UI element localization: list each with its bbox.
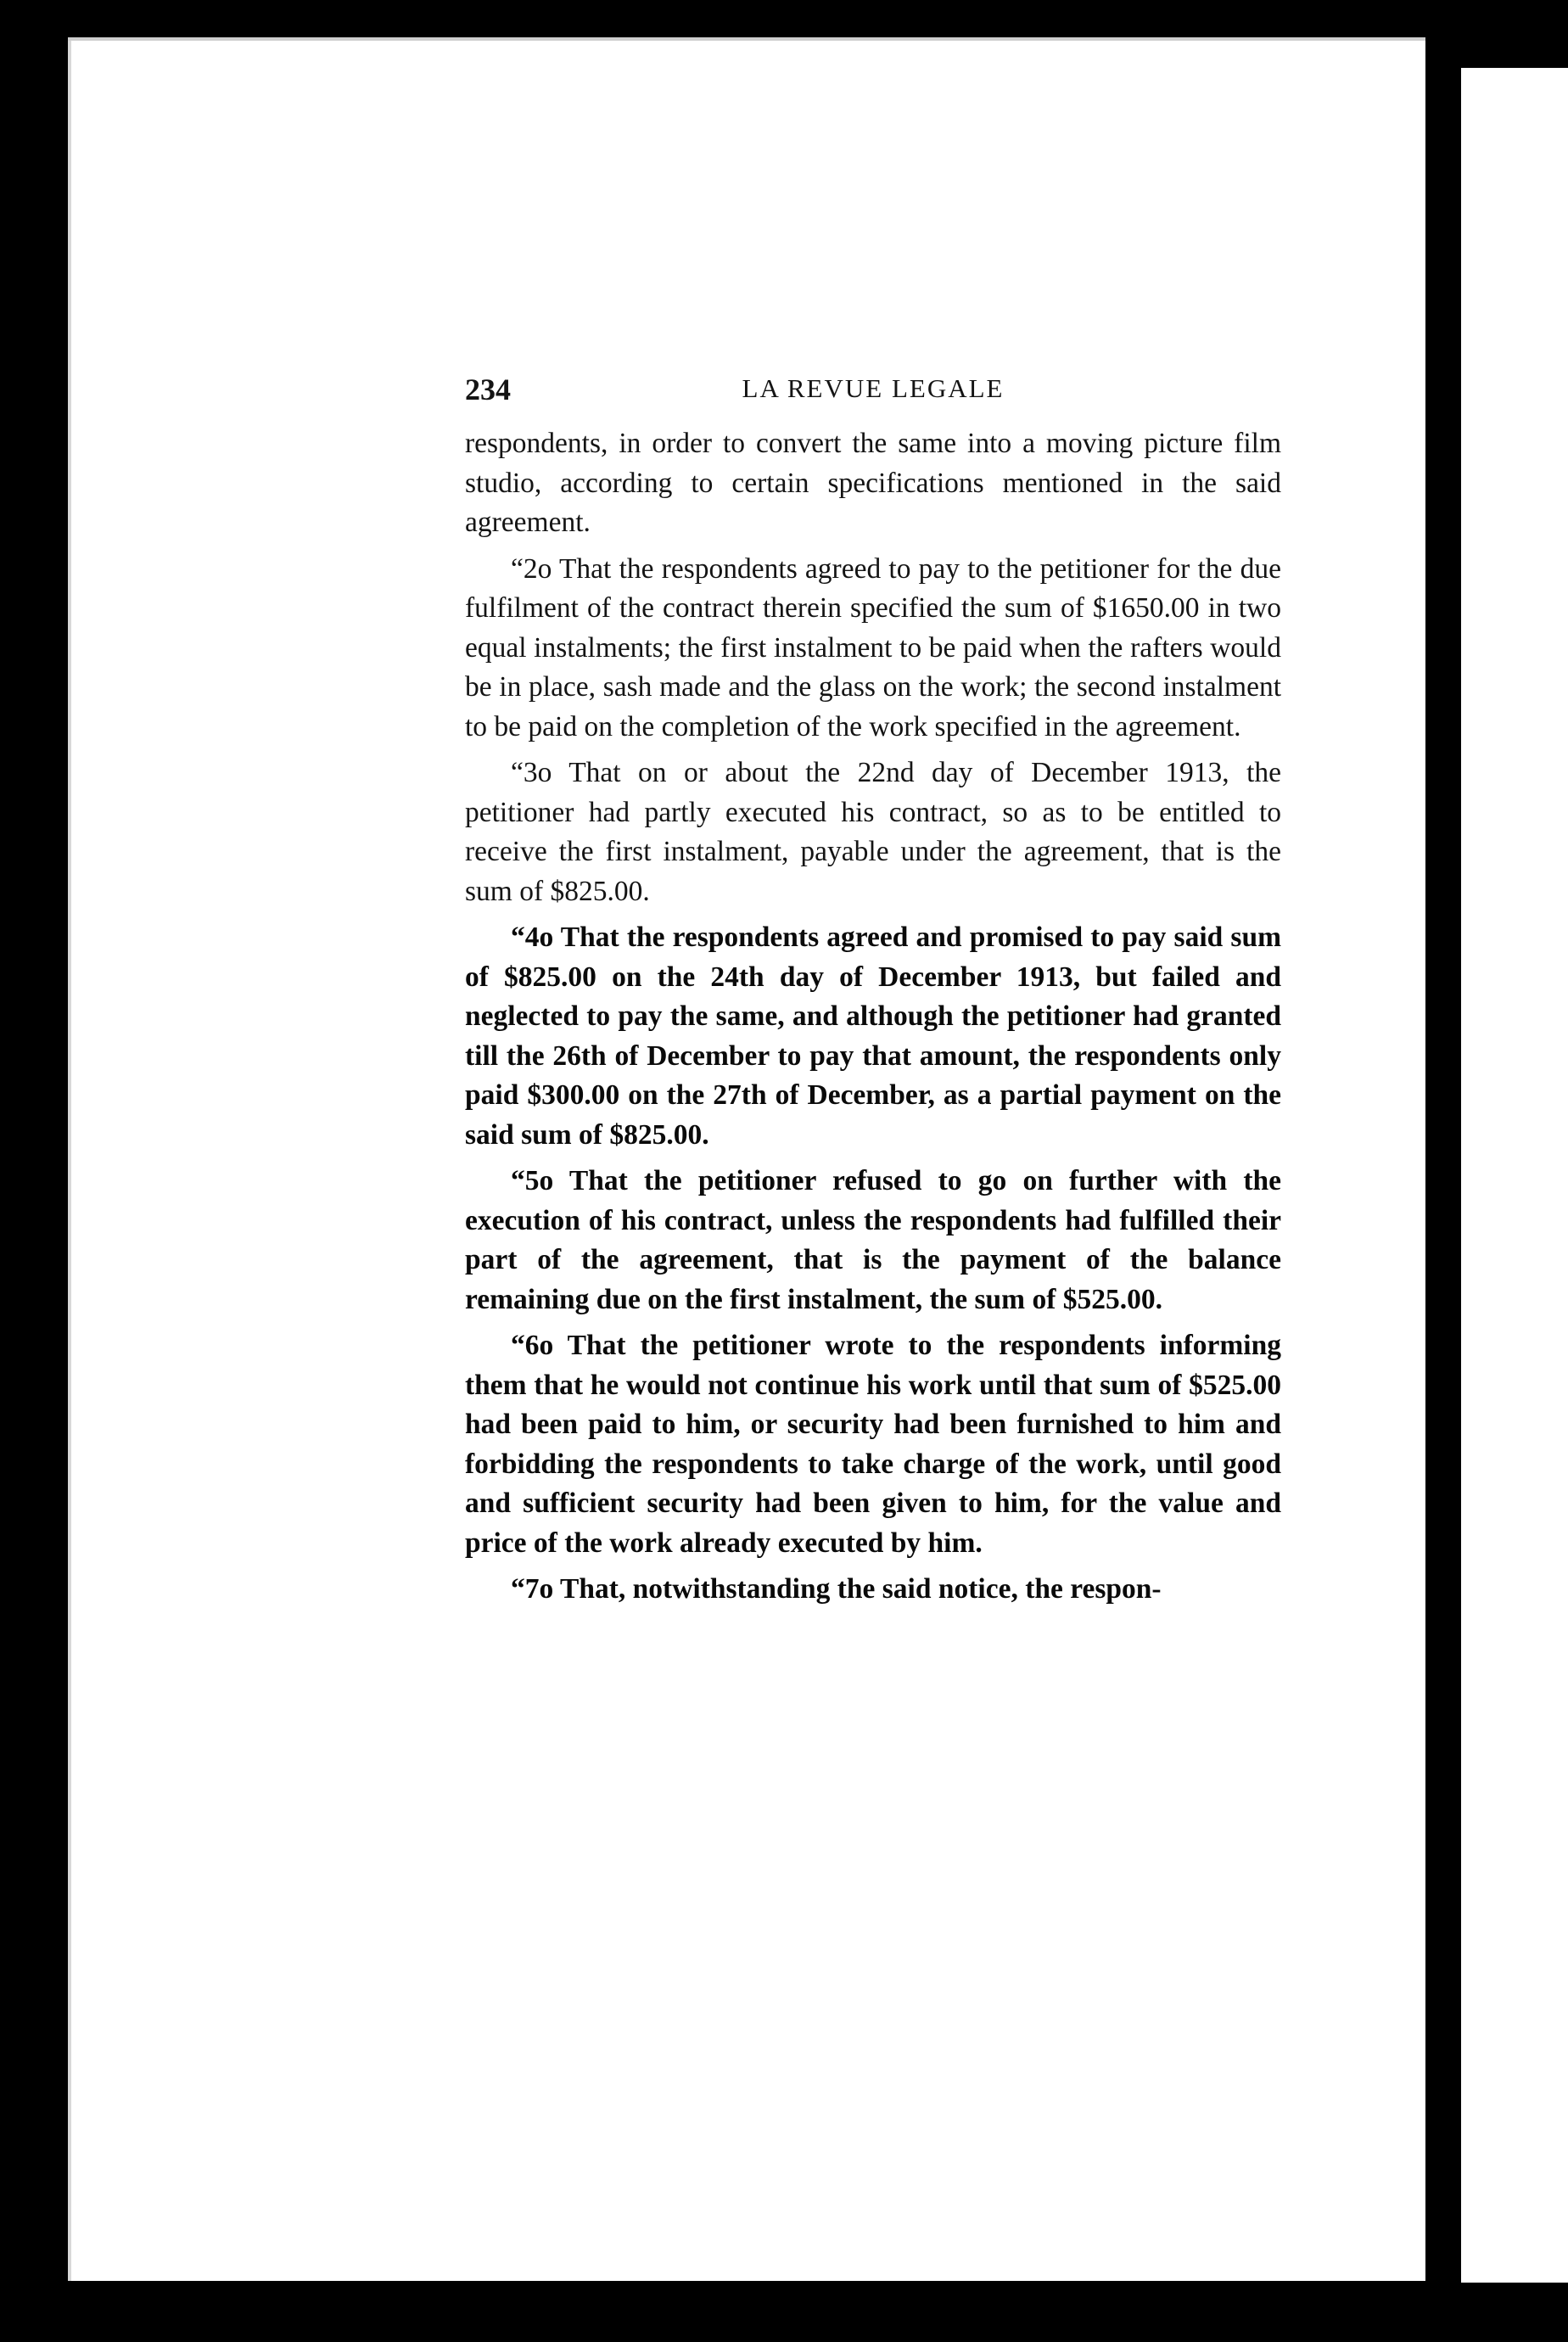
paragraph-7o: “7o That, notwithstanding the said notice, the respon- <box>511 1573 1162 1605</box>
paragraph-continuation: respondents, in order to convert the same into a moving picture film studio, according to certain specifications mentioned in the said agreement. <box>465 428 1281 538</box>
page-header <box>465 372 1281 424</box>
next-page-edge <box>1461 68 1568 2283</box>
gutter-shadow <box>1442 68 1461 2283</box>
paragraph-2o: “2o That the respondents agreed to pay to the petitioner for the due fulfilment of the contract therein specified the sum of $1650.00 in two equal instalments; the first instalment to be paid when the rafters would be in place, sash made and the glass on the work; the second instalment to be paid on the completion of the work specified in the agreement. <box>465 552 1281 742</box>
paragraph-3o: “3o That on or about the 22nd day of December 1913, the petitioner had partly executed his contract, so as to be entitled to receive the first instalment, payable under the agreement, that is the sum of $825.00. <box>465 757 1281 907</box>
page-left-edge <box>68 41 71 2281</box>
paragraph-5o: “5o That the petitioner refused to go on further with the execution of his contract, unless the respondents had fulfilled their part of the agreement, that is the payment of the balance remaining due on the first instalment, the sum of $525.00. <box>465 1165 1281 1315</box>
running-head: LA REVUE LEGALE <box>742 373 1005 403</box>
paragraph-4o: “4o That the respondents agreed and promised to pay said sum of $825.00 on the 24th day of December 1913, but failed and neglected to pay the same, and although the petitioner had granted till the 26th of December to pay that amount, the respondents only paid $300.00 on the 27th of December, as a partial payment on the said sum of $825.00. <box>465 922 1281 1151</box>
paragraph-6o: “6o That the petitioner wrote to the respondents informing them that he would not continue his work until that sum of $525.00 had been paid to him, or security had been furnished to him and forbidding the respondents to take charge of the work, until good and sufficient security had been given to him, for the value and price of the work already executed by him. <box>465 1330 1281 1559</box>
page-text-block <box>465 372 1281 1616</box>
page-number: 234 <box>465 373 511 406</box>
